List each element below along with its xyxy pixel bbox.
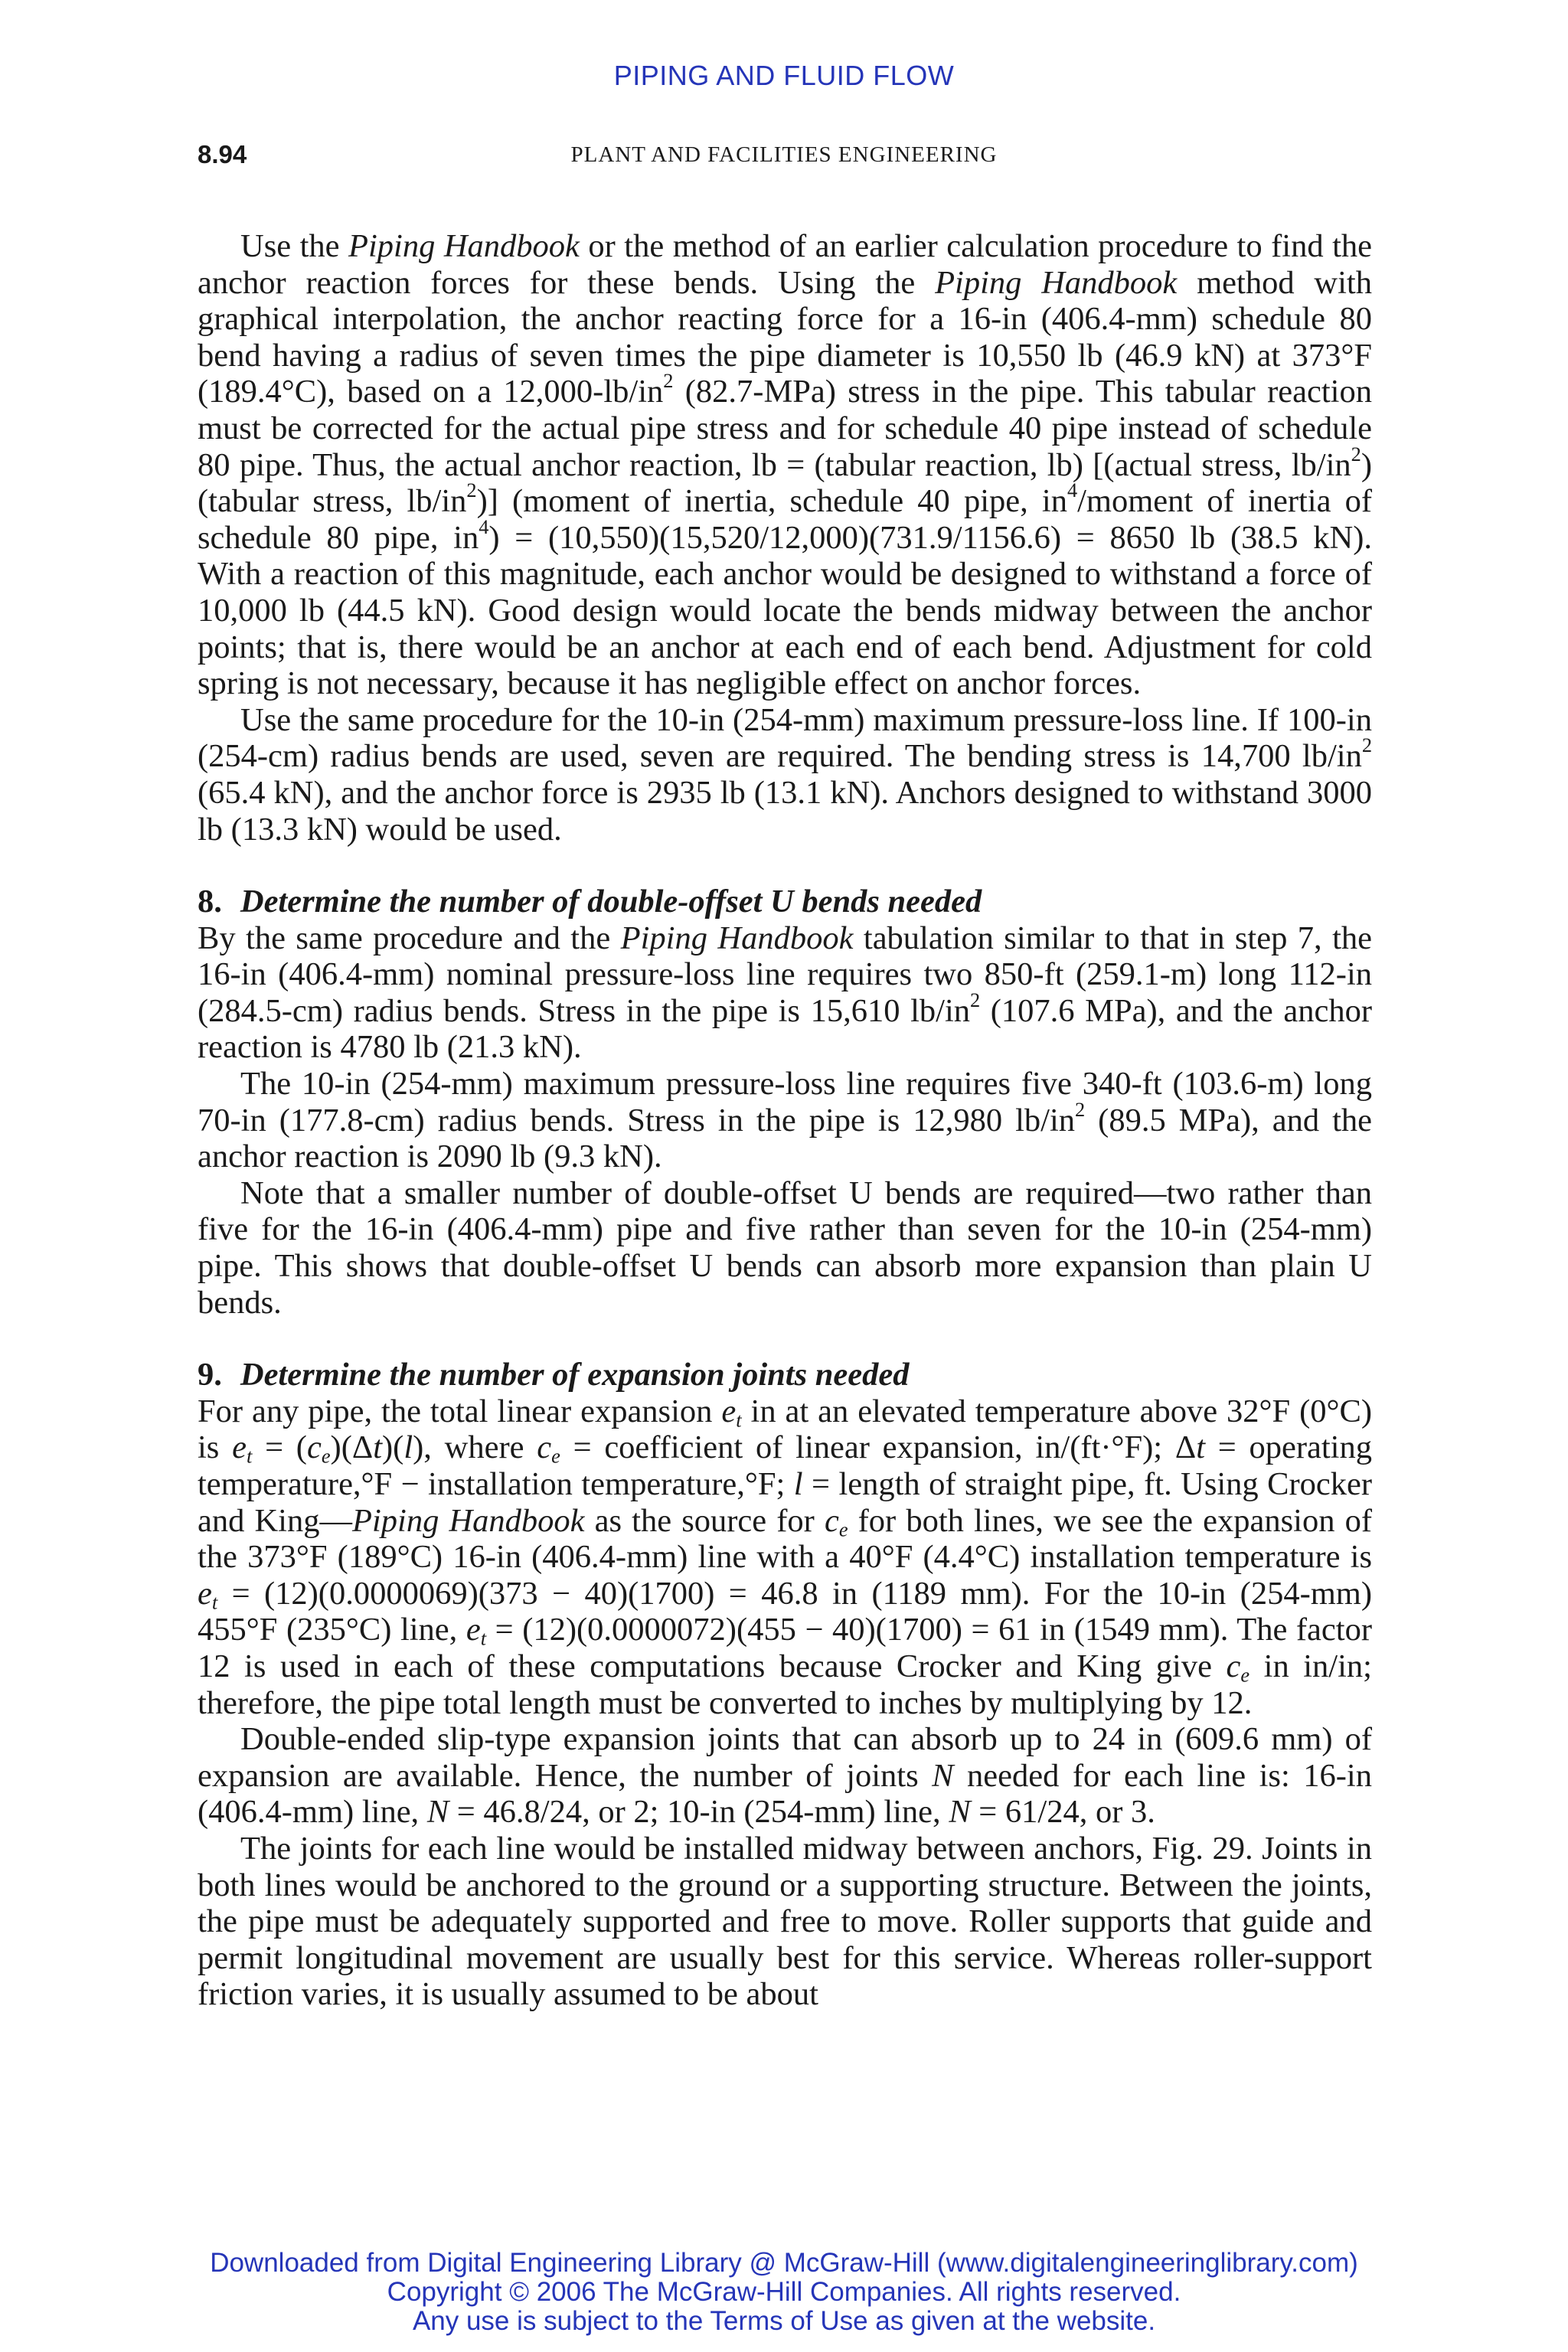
paragraph: By the same procedure and the Piping Handbook tabulation similar to that in step 7, the 16-in (406.4-mm) nominal pressure-loss line requires two 850-ft (259.1-m) long 112-in (284.5-cm) radius bends. Stress in the pipe is 15,610 $lb/in^2$ (107.6 MPa), and the anchor reaction is 4780 lb (21.3 kN).: [198, 920, 1373, 1066]
step-number: 9.: [198, 1357, 222, 1393]
footer-download-link[interactable]: Downloaded from Digital Engineering Library @ McGraw-Hill (www.digitalengineeringlibrary.com): [210, 2248, 1358, 2278]
footer-terms-of-use[interactable]: Any use is subject to the Terms of Use as given at the website.: [412, 2306, 1156, 2336]
step-heading: [198, 1357, 1372, 1393]
step-title: Determine the number of double-offset U bends needed: [240, 884, 982, 920]
paragraph: For any pipe, the total linear expansion $e_t$ in at an elevated temperature above 32°F (0°C) is $e_t = (c_e)(\Delta t)(l)$, where $c_e$ = coefficient of linear expansion, in/(ft·°F); Δt = operating temperature,°F − installation temperature,°F; l = length of straight pipe, ft. Using Crocker and King—Piping Handbook as the source for $c_e$ for both lines, we see the expansion of the 373°F (189°C) 16-in (406.4-mm) line with a 40°F (4.4°C) installation temperature is $e_t = (12)(0.0000069)(373 - 40)(1700) = 46.8$ in (1189 mm). For the 10-in (254-mm) 455°F (235°C) line, $e_t = (12)(0.0000072)(455 - 40)(1700) = 61$ in (1549 mm). The factor 12 is used in each of these computations because Crocker and King give $c_e$ in in/in; therefore, the pipe total length must be converted to inches by multiplying by 12.: [198, 1393, 1372, 1721]
paragraph: Note that a smaller number of double-offset U bends are required—two rather than five for the 16-in (406.4-mm) pipe and five rather than seven for the 10-in (254-mm) pipe. This shows that double-offset U bends can absorb more expansion than plain U bends.: [198, 1174, 1372, 1321]
paragraph: Double-ended slip-type expansion joints that can absorb up to 24 in (609.6 mm) of expansion are available. Hence, the number of joints N needed for each line is: 16-in (406.4-mm) line, N = 46.8/24, or 2; 10-in (254-mm) line, N = 61/24, or 3.: [198, 1721, 1372, 1831]
paragraph: The joints for each line would be installed midway between anchors, Fig. 29. Joints in both lines would be anchored to the ground or a supporting structure. Between the joints, the pipe must be adequately supported and free to move. Roller supports that guide and permit longitudinal movement are usually best for this service. Whereas roller-support friction varies, it is usually assumed to be about: [198, 1830, 1372, 2013]
footer-copyright: Copyright © 2006 The McGraw-Hill Companies. All rights reserved.: [387, 2277, 1181, 2307]
footer: [0, 2249, 1568, 2336]
step-heading: [198, 884, 1372, 920]
page-number: 8.94: [198, 140, 247, 168]
paragraph: Use the same procedure for the 10-in (254-mm) maximum pressure-loss line. If 100-in (254-cm) radius bends are used, seven are required. The bending stress is 14,700 $lb/in^2$ (65.4 kN), and the anchor force is 2935 lb (13.1 kN). Anchors designed to withstand 3000 lb (13.3 kN) would be used.: [198, 701, 1372, 848]
step-number: 8.: [198, 884, 222, 920]
paragraph: Use the Piping Handbook or the method of an earlier calculation procedure to find the anchor reaction forces for these bends. Using the Piping Handbook method with graphical interpolation, the anchor reacting force for a 16-in (406.4-mm) schedule 80 bend having a radius of seven times the pipe diameter is 10,550 lb (46.9 kN) at 373°F (189.4°C), based on a $12,000-lb/in^2$ (82.7-MPa) stress in the pipe. This tabular reaction must be corrected for the actual pipe stress and for schedule 40 pipe instead of schedule 80 pipe. Thus, the actual anchor reaction, lb = (tabular reaction, lb) [(actual stress, $lb/in^2$) (tabular stress, $lb/in^2$)] (moment of inertia, schedule 40 pipe, $in^4$/moment of inertia of schedule 80 pipe, $in^4) = (10,550)(15,520/12,000)(731.9/1156.6) = 8650$ lb (38.5 kN). With a reaction of this magnitude, each anchor would be designed to withstand a force of 10,000 lb (44.5 kN). Good design would locate the bends midway between the anchor points; that is, there would be an anchor at each end of each bend. Adjustment for cold spring is not necessary, because it has negligible effect on anchor forces.: [198, 228, 1372, 702]
paragraph: The 10-in (254-mm) maximum pressure-loss line requires five 340-ft (103.6-m) long 70-in (177.8-cm) radius bends. Stress in the pipe is 12,980 $lb/in^2$ (89.5 MPa), and the anchor reaction is 2090 lb (9.3 kN).: [198, 1066, 1372, 1175]
step-title: Determine the number of expansion joints needed: [240, 1357, 910, 1393]
running-head: PLANT AND FACILITIES ENGINEERING: [570, 142, 998, 167]
chapter-title-link[interactable]: PIPING AND FLUID FLOW: [613, 60, 955, 91]
page-body: [198, 228, 1372, 2013]
